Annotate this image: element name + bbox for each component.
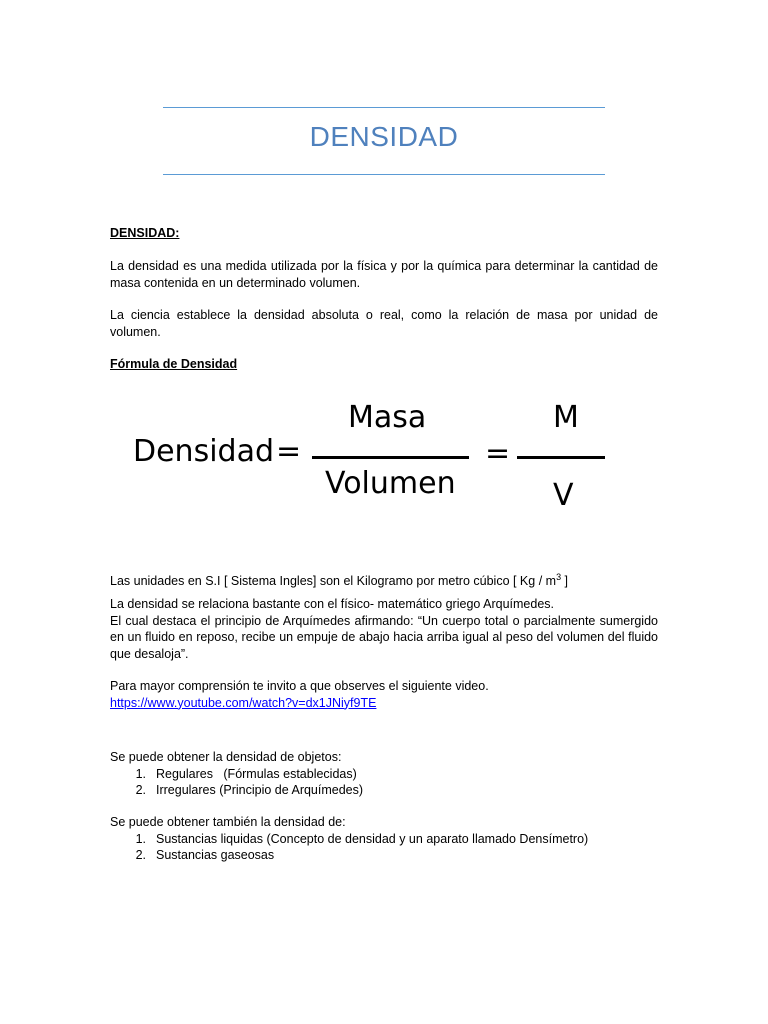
list-item: [110, 831, 670, 848]
list-item: [110, 766, 670, 783]
video-link[interactable]: https://www.youtube.com/watch?v=dx1JNiyf9TE: [110, 695, 377, 710]
formula-heading: Fórmula de Densidad: [110, 357, 238, 371]
objects-intro: Se puede obtener la densidad de objetos:: [110, 750, 342, 764]
units-text: Las unidades en S.I [ Sistema Ingles] son el Kilogramo por metro cúbico [ Kg / m: [110, 574, 557, 589]
list-item: [110, 847, 670, 864]
page-title: DENSIDAD: [309, 121, 459, 152]
list-number: 1.: [135, 766, 146, 781]
list-item: [110, 782, 670, 799]
formula-equals-1: =: [276, 434, 302, 469]
objects-section: [110, 749, 670, 799]
formula-fraction-bar-1: [312, 456, 469, 459]
units-superscript: 3: [556, 572, 562, 582]
list-text: Sustancias gaseosas: [156, 848, 275, 862]
list-text: Irregulares (Principio de Arquímedes): [156, 783, 364, 797]
title-bottom-rule: [163, 174, 605, 175]
formula-numerator: Masa: [348, 400, 427, 435]
formula-symbol-numerator: M: [553, 400, 579, 435]
definition-paragraph: La densidad es una medida utilizada por la física y por la química para determinar la cantidad de masa contenida en un determinado volumen.: [110, 259, 658, 290]
archimedes-paragraph: [110, 596, 658, 662]
list-text: Sustancias liquidas (Concepto de densidad y un aparato llamado Densímetro): [156, 831, 589, 846]
formula-denominator: Volumen: [325, 466, 456, 501]
title-top-rule: [163, 107, 605, 108]
video-invite-text: Para mayor comprensión te invito a que observes el siguiente video.: [110, 679, 489, 693]
list-number: 2.: [135, 783, 146, 797]
list-number: 2.: [135, 848, 146, 862]
formula-equals-2: =: [485, 436, 511, 471]
substances-section: [110, 814, 670, 864]
absolute-density-paragraph: La ciencia establece la densidad absoluta o real, como la relación de masa por unidad de volumen.: [110, 308, 658, 339]
formula-symbol-denominator: V: [553, 478, 574, 513]
formula-fraction-bar-2: [517, 456, 605, 459]
units-line: [110, 569, 658, 590]
list-number: 1.: [135, 831, 146, 846]
substances-intro: Se puede obtener también la densidad de:: [110, 815, 346, 829]
formula-lhs: Densidad: [133, 434, 275, 469]
list-text: Regulares (Fórmulas establecidas): [156, 766, 357, 781]
video-block: [110, 678, 658, 711]
section-heading: DENSIDAD:: [110, 226, 180, 240]
archimedes-principle: El cual destaca el principio de Arquímedes afirmando: “Un cuerpo total o parcialmente sumergido en un fluido en reposo, recibe un empuje de abajo hacia arriba igual al peso del volumen del fluido que desaloja”.: [110, 613, 658, 661]
units-text-end: ]: [561, 574, 569, 589]
archimedes-intro: La densidad se relaciona bastante con el físico- matemático griego Arquímedes.: [110, 597, 555, 611]
